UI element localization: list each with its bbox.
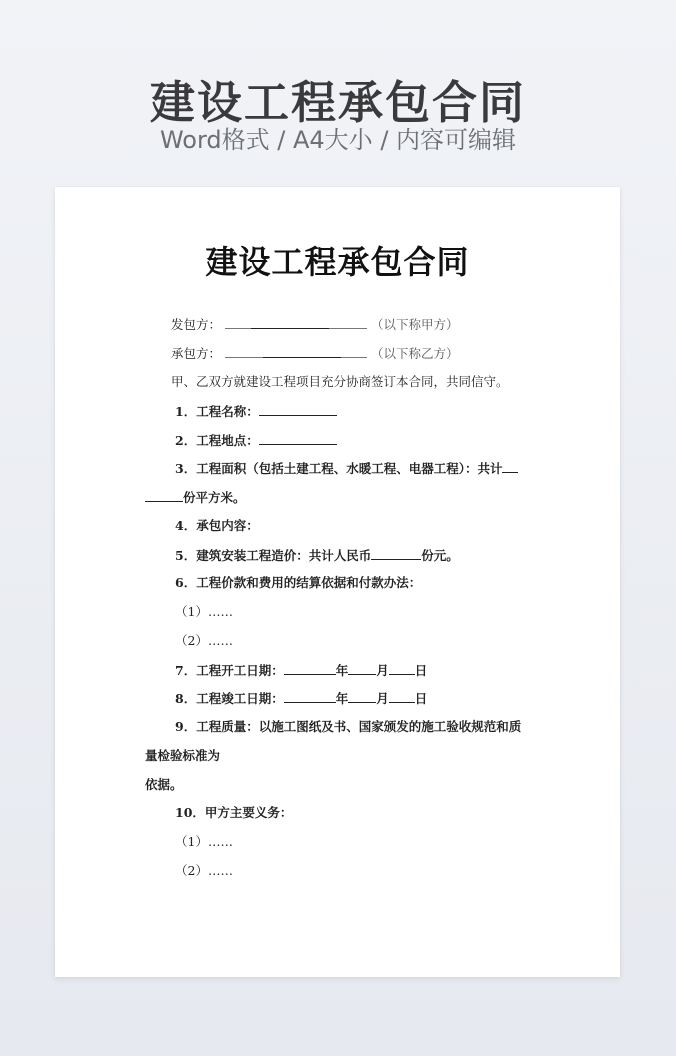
intro-text: 甲、乙双方就建设工程项目充分协商签订本合同，共同信守。 — [171, 374, 509, 389]
party-a-note: （以下称甲方） — [370, 317, 459, 332]
item-quality-line-3: 依据。 — [145, 777, 183, 792]
document-title: 建设工程承包合同 — [205, 243, 470, 281]
item-area-line-2 — [145, 489, 246, 506]
party-b-line — [171, 345, 459, 362]
item-cost-blank[interactable] — [371, 547, 421, 560]
end-month-blank[interactable] — [348, 690, 376, 703]
item-location-line — [175, 432, 337, 449]
end-year-blank[interactable] — [284, 690, 336, 703]
item-cost-suffix: 份元。 — [421, 548, 459, 563]
party-b-blank-post[interactable] — [341, 345, 367, 358]
item-cost-line — [175, 547, 459, 564]
item-duties-line: 10．甲方主要义务： — [175, 805, 293, 820]
party-b-blank[interactable] — [263, 345, 341, 358]
end-day-blank[interactable] — [389, 690, 415, 703]
item-cost-prefix: 5．建筑安装工程造价：共计人民币 — [175, 548, 372, 563]
party-b-note: （以下称乙方） — [370, 346, 459, 361]
party-a-line — [171, 316, 459, 333]
start-year-blank[interactable] — [284, 662, 336, 675]
item-start-date-line — [175, 662, 427, 679]
party-b-label: 承包方： — [171, 346, 222, 361]
item-location-label: 2．工程地点： — [175, 433, 259, 448]
end-day-unit: 日 — [414, 691, 428, 706]
document-page — [55, 187, 620, 977]
start-day-blank[interactable] — [389, 662, 415, 675]
settlement-item-1: （1）…… — [175, 604, 233, 619]
page-subtitle: Word格式 / A4大小 / 内容可编辑 — [159, 126, 517, 154]
duty-item-2: （2）…… — [175, 863, 233, 878]
item-area-unit: 份平方米。 — [183, 490, 246, 505]
item-area-label: 3．工程面积（包括土建工程、水暖工程、电器工程）：共计 — [175, 461, 503, 476]
item-name-label: 1．工程名称： — [175, 404, 259, 419]
item-end-date-line — [175, 690, 427, 707]
item-area-blank-2[interactable] — [145, 489, 183, 502]
party-a-blank[interactable] — [251, 316, 329, 329]
page-title: 建设工程承包合同 — [149, 76, 526, 129]
item-area-line — [175, 460, 518, 477]
party-b-blank-pre[interactable] — [225, 345, 263, 358]
item-content-line: 4．承包内容： — [175, 518, 259, 533]
start-month-unit: 月 — [376, 663, 389, 678]
start-month-blank[interactable] — [348, 662, 376, 675]
end-year-unit: 年 — [335, 691, 349, 706]
item-end-label: 8．工程竣工日期： — [175, 691, 284, 706]
item-name-line — [175, 403, 337, 420]
item-location-blank[interactable] — [259, 432, 337, 445]
start-year-unit: 年 — [335, 663, 349, 678]
item-quality-line-2: 量检验标准为 — [145, 748, 221, 763]
party-a-label: 发包方： — [171, 317, 222, 332]
item-name-blank[interactable] — [259, 403, 337, 416]
party-a-blank-pre[interactable] — [225, 316, 251, 329]
start-day-unit: 日 — [414, 663, 428, 678]
settlement-item-2: （2）…… — [175, 633, 233, 648]
end-month-unit: 月 — [376, 691, 389, 706]
item-start-label: 7．工程开工日期： — [175, 663, 284, 678]
item-quality-line-1: 9．工程质量：以施工图纸及书、国家颁发的施工验收规范和质 — [175, 719, 522, 734]
duty-item-1: （1）…… — [175, 834, 233, 849]
item-settlement-line: 6．工程价款和费用的结算依据和付款办法： — [175, 575, 422, 590]
party-a-blank-post[interactable] — [329, 316, 367, 329]
item-area-blank-1[interactable] — [502, 460, 518, 473]
